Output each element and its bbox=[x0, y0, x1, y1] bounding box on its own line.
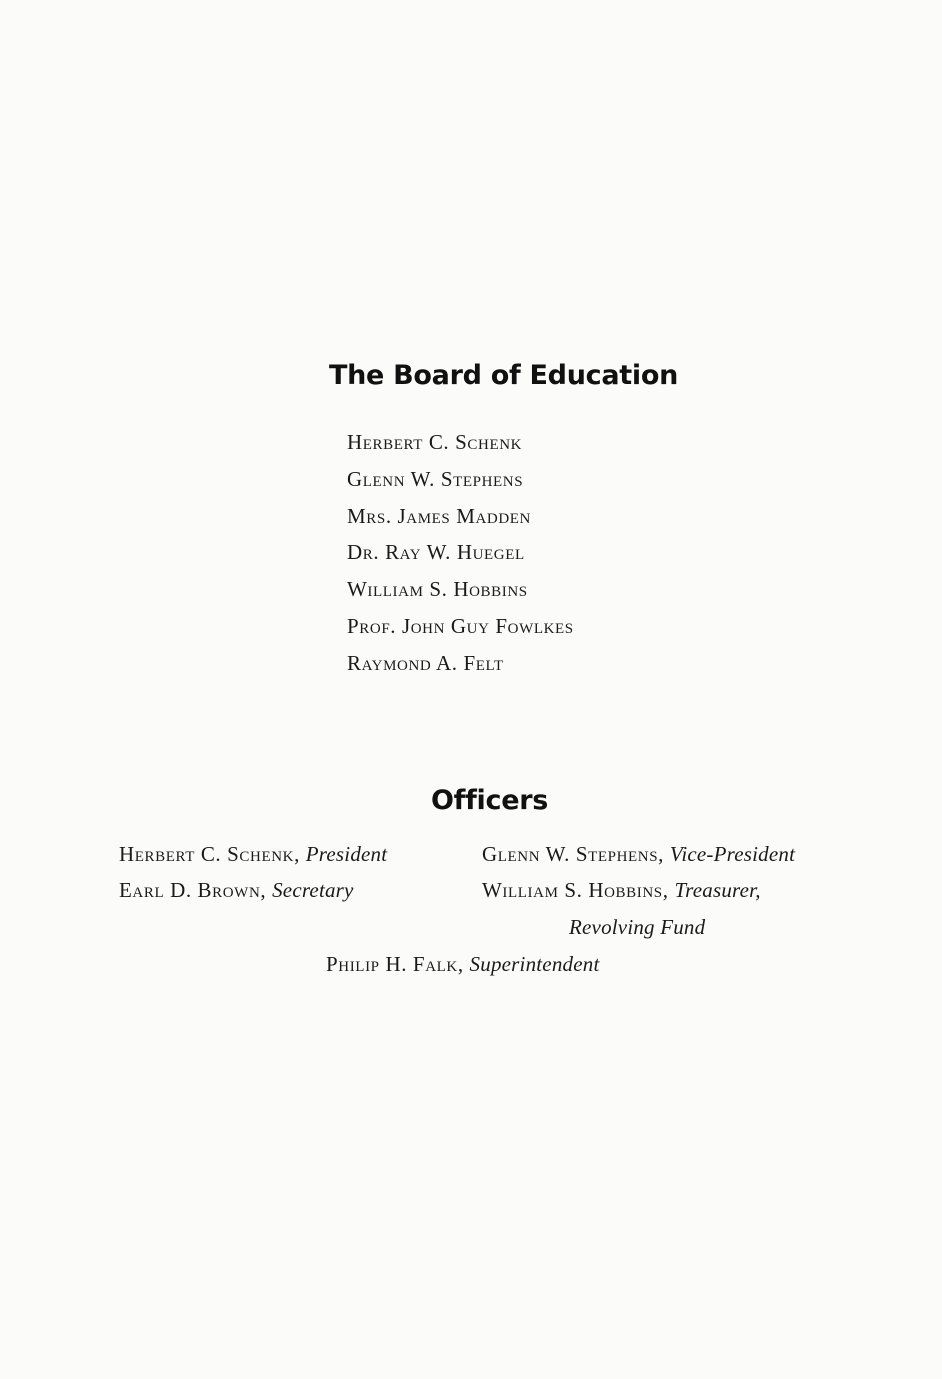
board-member: Glenn W. Stephens bbox=[347, 466, 524, 491]
officer-role: Treasurer, bbox=[674, 878, 761, 902]
board-member: Mrs. James Madden bbox=[347, 503, 531, 528]
officer-role: President bbox=[305, 842, 388, 866]
officer-name: Glenn W. Stephens, bbox=[482, 842, 664, 866]
officer-role: Superintendent bbox=[469, 952, 600, 976]
board-member: Prof. John Guy Fowlkes bbox=[347, 613, 574, 638]
board-member: Raymond A. Felt bbox=[347, 650, 504, 675]
officer-treasurer bbox=[482, 878, 761, 903]
board-member: William S. Hobbins bbox=[347, 577, 528, 602]
officer-name: Earl D. Brown, bbox=[119, 878, 267, 902]
board-member: Herbert C. Schenk bbox=[347, 430, 523, 454]
officer-role: Secretary bbox=[272, 878, 354, 902]
board-member-list bbox=[347, 428, 574, 686]
officers-heading: Officers bbox=[431, 785, 549, 816]
officer-name: William S. Hobbins, bbox=[482, 878, 669, 902]
officer-secretary bbox=[119, 878, 354, 903]
officer-role-continued: Revolving Fund bbox=[569, 915, 706, 939]
officer-name: Herbert C. Schenk, bbox=[119, 842, 300, 866]
officer-vice-president bbox=[482, 842, 795, 867]
officer-president bbox=[119, 842, 387, 867]
officer-role: Vice-President bbox=[669, 842, 796, 866]
officer-treasurer-role-continued bbox=[569, 915, 705, 940]
board-member: Dr. Ray W. Huegel bbox=[347, 540, 525, 565]
board-of-education-heading: The Board of Education bbox=[329, 360, 678, 391]
officer-name: Philip H. Falk, bbox=[326, 952, 464, 976]
officer-superintendent bbox=[326, 952, 600, 977]
